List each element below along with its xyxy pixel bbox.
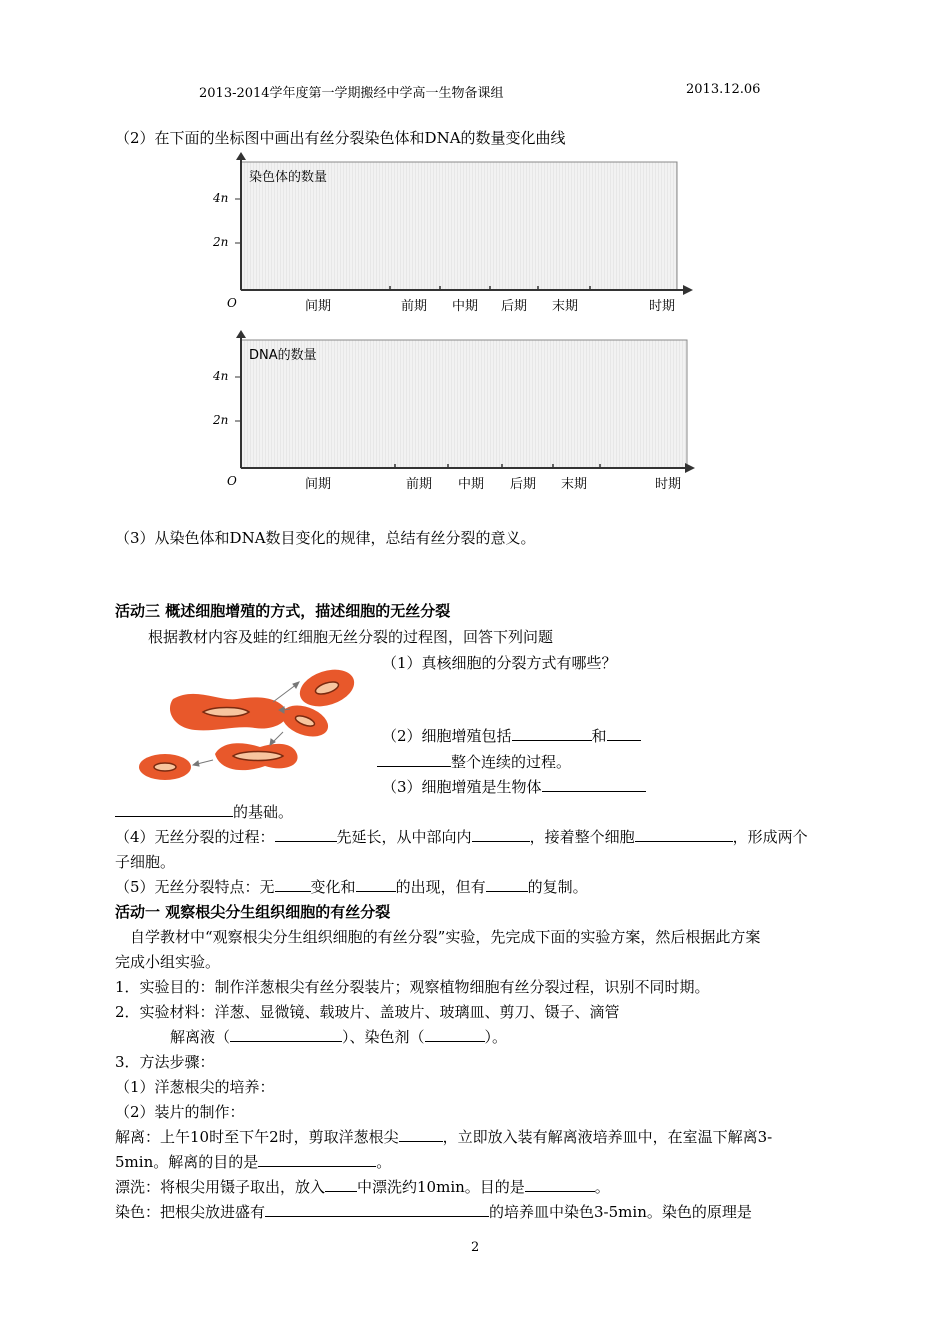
activity3-q1: （1）真核细胞的分裂方式有哪些？ — [382, 654, 617, 672]
chart1-origin: O — [227, 296, 237, 310]
blank-cell-proliferation-2a[interactable] — [607, 726, 641, 741]
question-3: （3）从染色体和DNA数目变化的规律，总结有丝分裂的意义。 — [115, 529, 536, 547]
chart1-x-metaphase: 中期 — [452, 299, 479, 314]
activity3-q2-a: （2）细胞增殖包括 — [382, 727, 512, 745]
chart1-title: 染色体的数量 — [249, 170, 328, 185]
activity3-q4-e: 子细胞。 — [115, 853, 176, 871]
reagent-end: ）。 — [484, 1028, 508, 1046]
staining-a: 染色：把根尖放进盛有 — [115, 1203, 266, 1221]
activity3-q5-a: （5）无丝分裂特点：无 — [115, 878, 275, 896]
staining-b: 的培养皿中染色3-5min。染色的原理是 — [489, 1203, 752, 1221]
dissociation-line1 — [115, 1126, 772, 1147]
chromosome-chart — [205, 152, 695, 317]
question-2: （2）在下面的坐标图中画出有丝分裂染色体和DNA的数量变化曲线 — [115, 129, 566, 147]
amitosis-diagram-svg — [125, 662, 365, 782]
nucleus-bottom-left — [154, 763, 176, 771]
blank-cell-proliferation-1[interactable] — [512, 726, 592, 741]
header-title: 2013-2014学年度第一学期搬经中学高一生物备课组 — [199, 86, 504, 101]
blank-amitosis-3[interactable] — [635, 827, 733, 842]
blank-dissociation-solution[interactable] — [230, 1027, 342, 1042]
activity3-q5-d: 的复制。 — [527, 878, 588, 896]
dissociation-d: 。 — [376, 1153, 392, 1171]
activity3-q4-a: （4）无丝分裂的过程： — [115, 828, 275, 846]
blank-amitosis-feature-3[interactable] — [486, 877, 528, 892]
chart2-origin: O — [227, 474, 237, 488]
blank-amitosis-feature-1[interactable] — [275, 877, 311, 892]
reagent-stain-label: ）、染色剂（ — [342, 1028, 425, 1046]
activity3-q4-b: 先延长，从中部向内 — [336, 828, 472, 846]
activity1-intro-2: 完成小组实验。 — [115, 953, 221, 971]
chart1-x-telophase: 末期 — [552, 299, 579, 314]
chart1-tick-4n: 4n — [213, 191, 229, 205]
activity3-q3-line2 — [115, 801, 293, 822]
header-date: 2013.12.06 — [686, 82, 761, 97]
activity3-q2 — [382, 725, 641, 746]
activity1-step1: 1．实验目的：制作洋葱根尖有丝分裂装片；观察植物细胞有丝分裂过程，识别不同时期。 — [115, 978, 710, 996]
activity1-step3-2: （2）装片的制作： — [115, 1103, 245, 1121]
activity3-q4-d: ，形成两个 — [732, 828, 808, 846]
blank-amitosis-2[interactable] — [472, 827, 530, 842]
activity3-intro: 根据教材内容及蛙的红细胞无丝分裂的过程图，回答下列问题 — [148, 628, 554, 646]
activity1-intro-1: 自学教材中“观察根尖分生组织细胞的有丝分裂”实验，先完成下面的实验方案，然后根据此方案 — [130, 928, 761, 946]
chart1-x-interphase: 间期 — [305, 299, 332, 314]
activity3-q2-b: 和 — [591, 727, 607, 745]
blank-cell-proliferation-2b[interactable] — [377, 752, 451, 767]
activity3-q3 — [382, 776, 646, 797]
chart2-title: DNA的数量 — [249, 348, 317, 363]
activity1-step3-1: （1）洋葱根尖的培养： — [115, 1078, 275, 1096]
chart1-x-anaphase: 后期 — [501, 299, 528, 314]
blank-stain[interactable] — [425, 1027, 485, 1042]
activity3-q2-line2 — [377, 751, 571, 772]
blank-rinse-purpose[interactable] — [525, 1177, 595, 1192]
activity1-step3: 3．方法步骤： — [115, 1053, 215, 1071]
blank-root-tip-length[interactable] — [399, 1127, 443, 1142]
rinse-c: 。 — [594, 1178, 610, 1196]
chart2-tick-4n: 4n — [213, 369, 229, 383]
activity1-title: 活动一 观察根尖分生组织细胞的有丝分裂 — [115, 903, 391, 921]
chart2-x-telophase: 末期 — [561, 477, 588, 492]
activity3-q5 — [115, 876, 588, 897]
activity1-step2: 2．实验材料：洋葱、显微镜、载玻片、盖玻片、玻璃皿、剪刀、镊子、滴管 — [115, 1003, 620, 1021]
blank-amitosis-1[interactable] — [275, 827, 337, 842]
chart2-x-prophase: 前期 — [406, 477, 433, 492]
activity3-q4 — [115, 826, 808, 847]
chart2-x-period: 时期 — [655, 477, 682, 492]
activity3-q4-c: ，接着整个细胞 — [529, 828, 635, 846]
activity3-q2-c: 整个连续的过程。 — [451, 753, 572, 771]
nucleus-dividing — [233, 752, 283, 761]
activity3-q5-b: 变化和 — [310, 878, 356, 896]
chart2-tick-2n: 2n — [213, 413, 229, 427]
rinse-a: 漂洗：将根尖用镊子取出，放入 — [115, 1178, 326, 1196]
page-number: 2 — [471, 1240, 480, 1255]
dissociation-a: 解离：上午10时至下午2时，剪取洋葱根尖 — [115, 1128, 399, 1146]
blank-amitosis-feature-2[interactable] — [356, 877, 396, 892]
dissociation-b: ，立即放入装有解离液培养皿中，在室温下解离3- — [442, 1128, 773, 1146]
chart2-x-anaphase: 后期 — [510, 477, 537, 492]
blank-dissociation-purpose[interactable] — [258, 1152, 376, 1167]
blank-proliferation-basis-2[interactable] — [115, 802, 233, 817]
activity1-step2-reagents — [170, 1026, 507, 1047]
rinse-line — [115, 1176, 610, 1197]
blank-proliferation-basis-1[interactable] — [542, 777, 646, 792]
activity3-q3-a: （3）细胞增殖是生物体 — [382, 778, 542, 796]
dna-chart — [205, 330, 695, 495]
staining-line — [115, 1201, 752, 1222]
activity3-q5-c: 的出现，但有 — [395, 878, 486, 896]
blank-rinse-medium[interactable] — [325, 1177, 357, 1192]
dissociation-line2 — [115, 1151, 391, 1172]
chart1-x-prophase: 前期 — [401, 299, 428, 314]
rinse-b: 中漂洗约10min。目的是 — [357, 1178, 525, 1196]
chart2-x-interphase: 间期 — [305, 477, 332, 492]
chart1-tick-2n: 2n — [213, 235, 229, 249]
activity3-q3-b: 的基础。 — [233, 803, 294, 821]
dissociation-c: 5min。解离的目的是 — [115, 1153, 259, 1171]
amitosis-diagram — [125, 662, 365, 782]
nucleus-elongated — [203, 708, 249, 717]
chart1-x-period: 时期 — [649, 299, 676, 314]
blank-staining-solution[interactable] — [265, 1202, 489, 1217]
reagent-dissociation-label: 解离液（ — [170, 1028, 231, 1046]
chart2-x-metaphase: 中期 — [458, 477, 485, 492]
activity3-title: 活动三 概述细胞增殖的方式，描述细胞的无丝分裂 — [115, 602, 451, 620]
